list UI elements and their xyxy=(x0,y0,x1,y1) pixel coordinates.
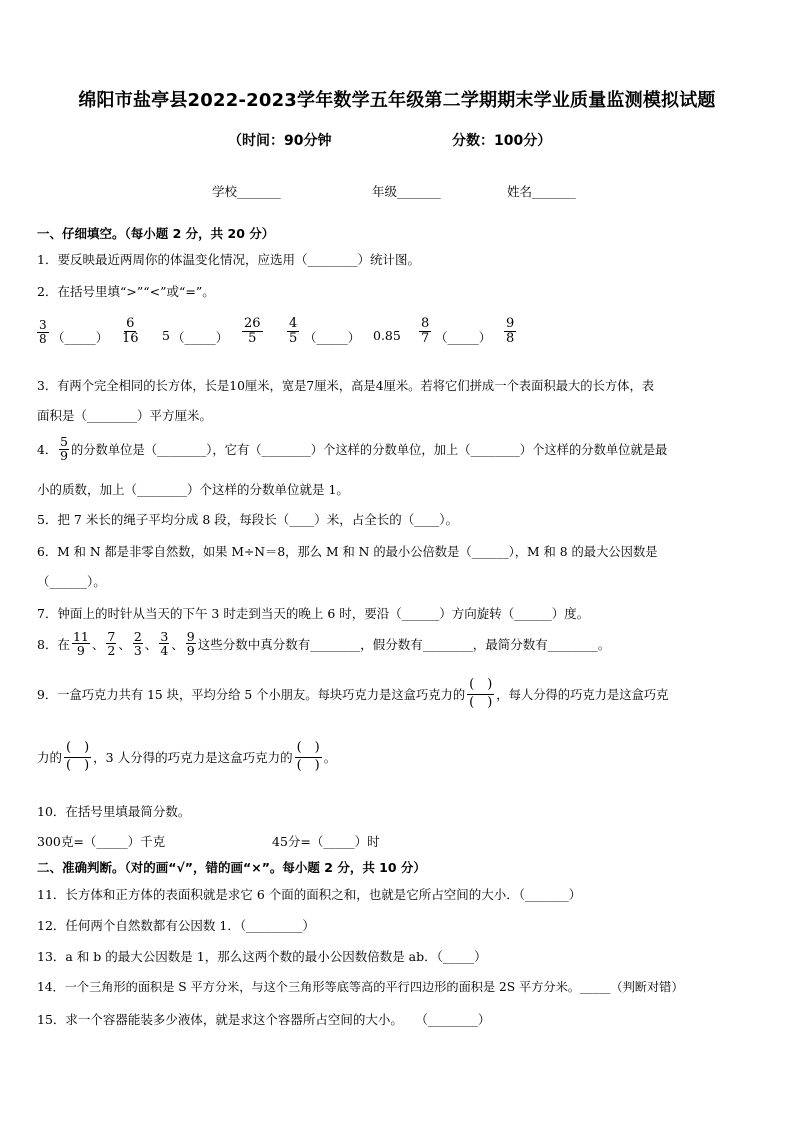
fraction-2-3 xyxy=(133,630,143,657)
fraction-3-8 xyxy=(37,319,49,346)
question-5: 5．把 7 米长的绳子平均分成 8 段，每段长（____）米，占全长的（____）。 xyxy=(37,512,459,527)
fraction-11-9 xyxy=(72,630,90,657)
question-9-text-c: 力的 xyxy=(37,750,63,766)
denominator: 2 xyxy=(107,643,116,659)
numerator: 8 xyxy=(421,316,430,331)
numerator: 6 xyxy=(126,316,135,331)
question-3-line-2: 面积是（________）平方厘米。 xyxy=(37,408,213,423)
separator: 、 xyxy=(91,636,105,652)
question-9-text-e: 。 xyxy=(323,750,337,766)
numerator: 2 xyxy=(133,629,142,644)
numerator: 9 xyxy=(186,629,195,644)
exam-title: 绵阳市盐亭县2022-2023学年数学五年级第二学期期末学业质量监测模拟试题 xyxy=(78,90,716,111)
question-9-text-d: ，3 人分得的巧克力是这盒巧克力的 xyxy=(93,750,293,766)
fraction-26-5 xyxy=(242,317,263,347)
question-2: 2．在括号里填“>”“<”或“=”。 xyxy=(37,284,215,299)
separator: 、 xyxy=(144,636,158,652)
compare-blank: （_____） xyxy=(304,330,361,345)
question-4-line-1 xyxy=(37,436,667,463)
exam-score: 分数：100分） xyxy=(452,133,552,149)
denominator: 7 xyxy=(421,331,430,347)
exam-time: （时间：90分钟 xyxy=(228,133,332,149)
question-4-number: 4． xyxy=(37,443,58,458)
question-8 xyxy=(37,630,610,657)
question-1: 1．要反映最近两周你的体温变化情况，应选用（________）统计图。 xyxy=(37,252,420,267)
fraction-9-8 xyxy=(504,317,516,347)
question-9-text-a: 9．一盒巧克力共有 15 块，平均分给 5 个小朋友。每块巧克力是这盒巧克力的 xyxy=(37,688,466,703)
decimal-0-85: 0.85 xyxy=(373,328,401,343)
question-4-text: 的分数单位是（________），它有（________）个这样的分数单位，加上（________）个这样的分数单位就是最 xyxy=(70,443,668,458)
numerator: 5 xyxy=(60,435,68,449)
compare-blank: （_____） xyxy=(52,330,109,345)
compare-blank: （_____） xyxy=(172,330,229,345)
blank-denominator: ( ) xyxy=(66,757,90,773)
separator: 、 xyxy=(171,636,184,652)
school-field: 学校_______ xyxy=(212,184,281,199)
fraction-5-9 xyxy=(59,436,69,463)
question-7: 7．钟面上的时针从当天的下午 3 时走到当天的晚上 6 时，要沿（______）方向旋转（______）度。 xyxy=(37,606,590,621)
blank-fraction xyxy=(467,677,494,712)
name-field: 姓名_______ xyxy=(507,184,576,199)
grade-field: 年级_______ xyxy=(372,184,441,199)
denominator: 3 xyxy=(133,643,142,659)
numerator: 3 xyxy=(160,629,169,644)
question-14: 14．一个三角形的面积是 S 平方分米，与这个三角形等底等高的平行四边形的面积是 2S 平方分米。_____（判断对错） xyxy=(37,980,684,994)
denominator: 4 xyxy=(160,643,169,659)
denominator: 9 xyxy=(186,643,195,659)
separator: 、 xyxy=(118,636,131,652)
fraction-3-4 xyxy=(159,630,169,657)
fraction-8-7 xyxy=(419,317,431,347)
section-1-title: 一、仔细填空。（每小题 2 分，共 20 分） xyxy=(37,226,275,241)
section-2-title: 二、准确判断。（对的画“√”，错的画“×”。每小题 2 分，共 10 分） xyxy=(37,860,426,875)
question-15: 15．求一个容器能装多少液体，就是求这个容器所占空间的大小。 （________） xyxy=(37,1012,491,1027)
fraction-6-16 xyxy=(120,317,141,347)
question-12: 12．任何两个自然数都有公因数 1．（_________） xyxy=(37,918,315,933)
denominator: 8 xyxy=(506,331,515,347)
denominator: 9 xyxy=(76,643,85,659)
denominator: 8 xyxy=(39,332,47,347)
fraction-4-5 xyxy=(287,317,299,347)
denominator: 5 xyxy=(248,331,257,347)
numerator: 4 xyxy=(289,316,298,331)
fraction-7-2 xyxy=(106,630,116,657)
integer-5: 5 xyxy=(162,328,170,343)
blank-fraction xyxy=(64,740,91,775)
question-9-text-b: ，每人分得的巧克力是这盒巧克 xyxy=(496,688,669,703)
question-13: 13．a 和 b 的最大公因数是 1，那么这两个数的最小公因数倍数是 ab．（_____） xyxy=(37,949,487,964)
numerator: 3 xyxy=(39,318,47,332)
question-10: 10．在括号里填最简分数。 xyxy=(37,804,191,819)
question-3-line-1: 3．有两个完全相同的长方体，长是10厘米，宽是7厘米，高是4厘米。若将它们拼成一个表面积最大的长方体，表 xyxy=(37,379,655,393)
blank-denominator: ( ) xyxy=(296,757,320,773)
numerator: 7 xyxy=(107,629,116,644)
numerator: 26 xyxy=(244,316,261,331)
denominator: 16 xyxy=(122,331,139,347)
question-6-line-1: 6．M 和 N 都是非零自然数，如果 M÷N＝8，那么 M 和 N 的最小公倍数是（______），M 和 8 的最大公因数是 xyxy=(37,545,658,559)
question-6-line-2: （______）。 xyxy=(37,574,106,589)
denominator: 9 xyxy=(60,448,68,463)
question-4-line-2: 小的质数，加上（________）个这样的分数单位就是 1。 xyxy=(37,482,349,497)
blank-fraction xyxy=(295,740,322,775)
question-11: 11．长方体和正方体的表面积就是求它 6 个面的面积之和，也就是它所占空间的大小．（_______） xyxy=(37,887,582,902)
question-8-text: 这些分数中真分数有________，假分数有________，最简分数有________。 xyxy=(197,636,611,652)
blank-numerator: ( ) xyxy=(467,677,494,695)
blank-numerator: ( ) xyxy=(64,740,91,758)
compare-blank: （_____） xyxy=(435,330,492,345)
numerator: 11 xyxy=(72,629,89,644)
denominator: 5 xyxy=(289,331,298,347)
question-9-line-1 xyxy=(37,677,668,712)
blank-denominator: ( ) xyxy=(469,694,493,710)
question-10-b: 45分=（_____）时 xyxy=(272,834,380,849)
question-8-prefix: 8．在 xyxy=(37,636,70,652)
fraction-9-9 xyxy=(186,630,196,657)
question-10-a: 300克=（_____）千克 xyxy=(37,834,166,849)
numerator: 9 xyxy=(506,316,515,331)
blank-numerator: ( ) xyxy=(295,740,322,758)
question-9-line-2 xyxy=(37,740,336,775)
